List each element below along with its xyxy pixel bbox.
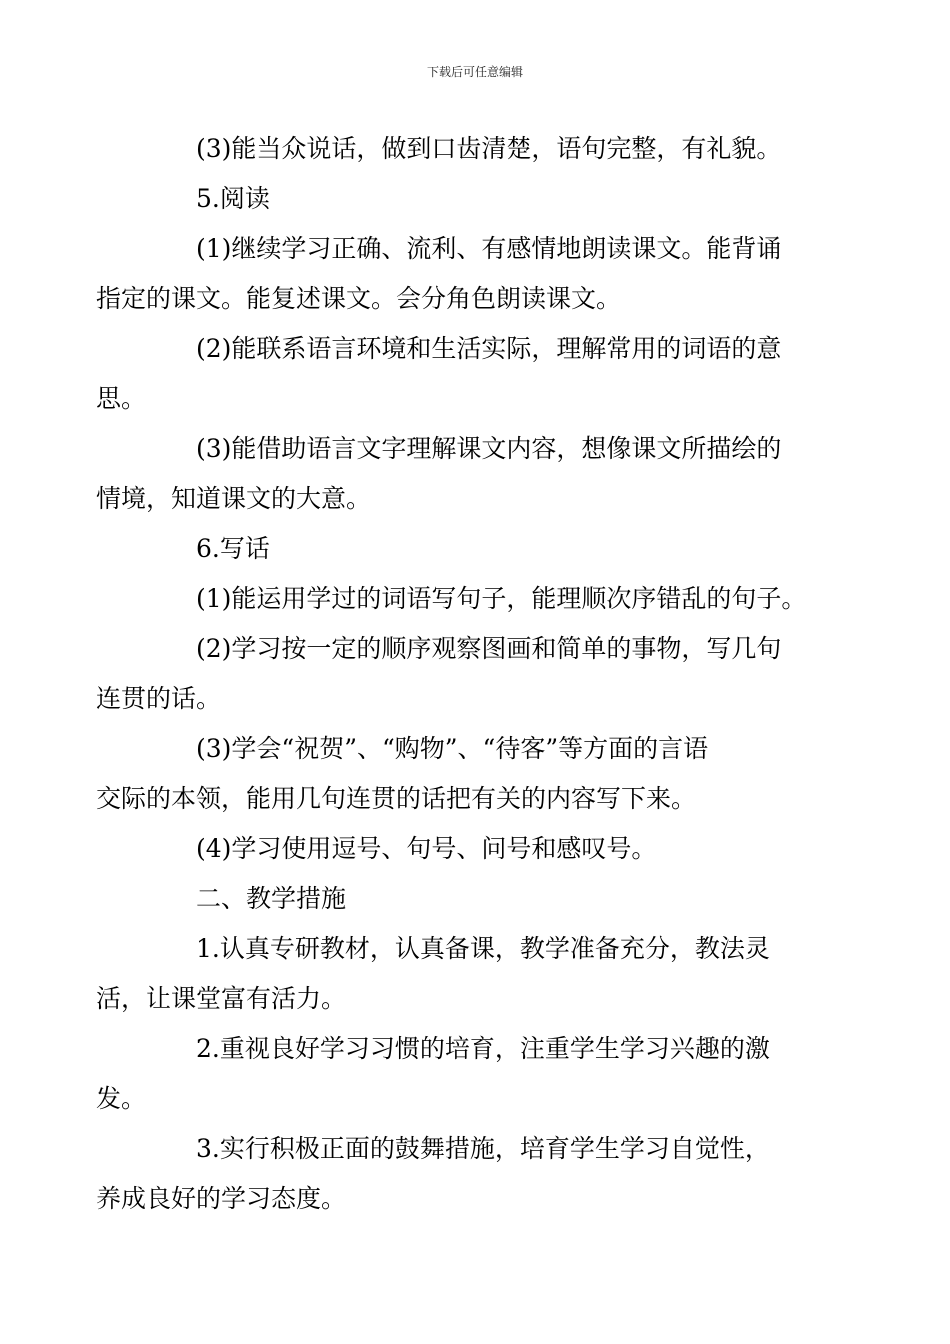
text-line: 1.认真专研教材，认真备课，教学准备充分，教法灵: [196, 934, 770, 963]
text-line: (2)学习按一定的顺序观察图画和简单的事物，写几句: [196, 634, 782, 663]
text-line: (3)学会“祝贺”、“购物”、“待客”等方面的言语: [196, 734, 709, 763]
text-line: 发。: [96, 1084, 147, 1113]
text-line: (4)学习使用逗号、句号、问号和感叹号。: [196, 834, 657, 863]
page-header: 下载后可任意编辑: [426, 65, 523, 79]
text-line: 指定的课文。能复述课文。会分角色朗读课文。: [96, 284, 622, 313]
text-line: 二、教学措施: [196, 884, 347, 913]
text-line: 6.写话: [196, 534, 270, 563]
text-line: (3)能借助语言文字理解课文内容，想像课文所描绘的: [196, 434, 782, 463]
paragraph: [146, 574, 810, 624]
section-heading: [146, 874, 810, 924]
paragraph: [96, 924, 810, 1024]
text-line: 活，让课堂富有活力。: [96, 984, 347, 1013]
text-line: 2.重视良好学习习惯的培育，注重学生学习兴趣的激: [196, 1034, 770, 1063]
paragraph: [96, 624, 810, 724]
text-line: 情境，知道课文的大意。: [96, 484, 372, 513]
paragraph: [96, 224, 810, 324]
paragraph: [146, 124, 810, 174]
text-line: 交际的本领，能用几句连贯的话把有关的内容写下来。: [96, 784, 697, 813]
document-body: [96, 124, 810, 1224]
section-heading: [146, 524, 810, 574]
text-line: 连贯的话。: [96, 684, 222, 713]
text-line: (1)能运用学过的词语写句子，能理顺次序错乱的句子。: [196, 584, 807, 613]
text-line: (2)能联系语言环境和生活实际，理解常用的词语的意: [196, 334, 782, 363]
text-line: 养成良好的学习态度。: [96, 1184, 347, 1213]
text-line: (3)能当众说话，做到口齿清楚，语句完整，有礼貌。: [196, 134, 782, 163]
paragraph: [96, 724, 810, 824]
paragraph: [96, 324, 810, 424]
paragraph: [96, 1124, 810, 1224]
section-heading: [146, 174, 810, 224]
text-line: 5.阅读: [196, 184, 270, 213]
paragraph: [96, 424, 810, 524]
paragraph: [96, 1024, 810, 1124]
text-line: (1)继续学习正确、流利、有感情地朗读课文。能背诵: [196, 234, 782, 263]
text-line: 3.实行积极正面的鼓舞措施，培育学生学习自觉性，: [196, 1134, 770, 1163]
text-line: 思。: [96, 384, 147, 413]
paragraph: [146, 824, 810, 874]
